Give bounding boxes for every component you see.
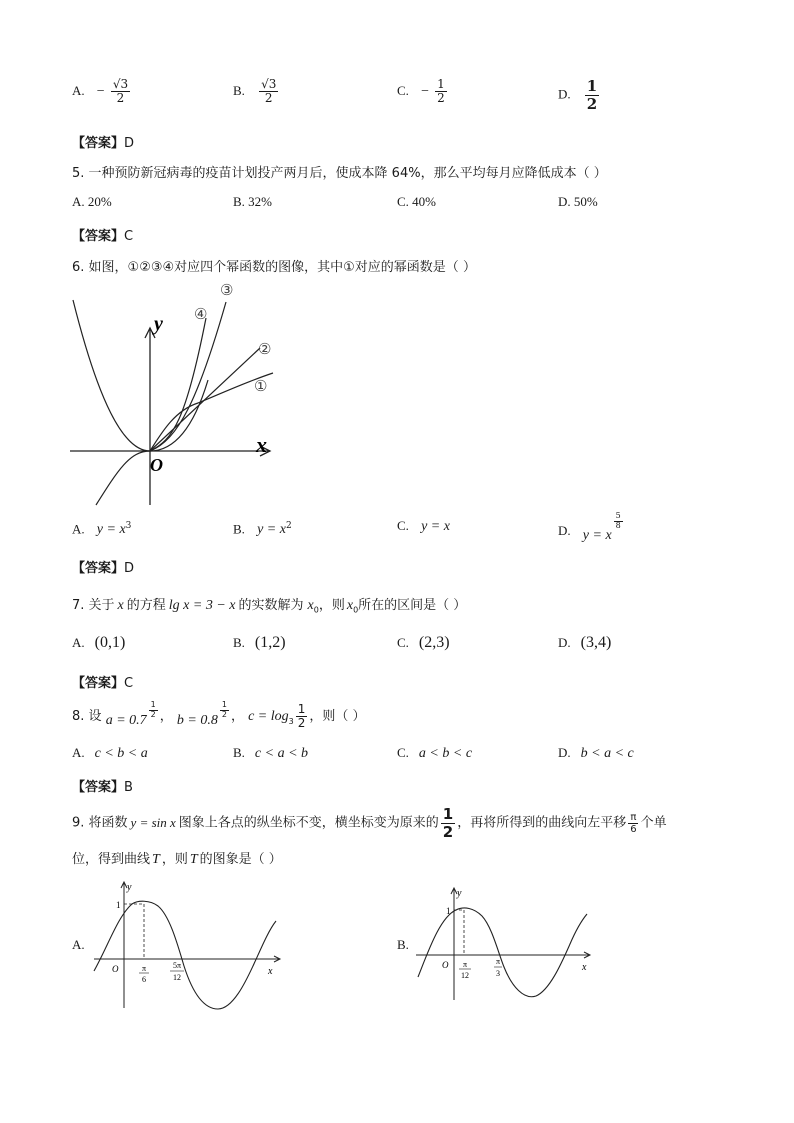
option-value: b < a < c bbox=[580, 746, 634, 761]
fraction-numerator: 1 bbox=[221, 700, 227, 710]
q9-text-4: 个单 bbox=[640, 815, 667, 831]
fraction-denominator: 2 bbox=[442, 822, 454, 841]
fraction-numerator: √3 bbox=[112, 77, 129, 91]
option-exponent: 2 bbox=[285, 521, 292, 531]
q8-option-c[interactable] bbox=[397, 745, 472, 762]
q8-prefix: 8. 设 bbox=[72, 709, 102, 725]
option-label: C. bbox=[397, 745, 409, 760]
q4-option-c[interactable] bbox=[397, 78, 449, 105]
tick1-numerator: π bbox=[462, 960, 468, 969]
option-value: c < b < a bbox=[94, 746, 148, 761]
q7-var: x bbox=[117, 598, 124, 613]
option-label: B. bbox=[233, 745, 245, 760]
option-sign: − bbox=[96, 84, 105, 100]
fraction-denominator: 2 bbox=[150, 710, 156, 720]
answer-value: C bbox=[124, 229, 134, 244]
option-fraction bbox=[111, 78, 130, 105]
q8-suffix: ，则（ ） bbox=[309, 709, 366, 725]
q7-mid2: 的实数解为 bbox=[238, 598, 304, 613]
fraction-numerator: 1 bbox=[586, 77, 598, 95]
option-label: A. bbox=[72, 635, 85, 650]
q7-solution-sub: 0 bbox=[313, 605, 319, 615]
q7-option-b[interactable] bbox=[233, 634, 286, 652]
graph-one-label: 1 bbox=[116, 900, 121, 910]
option-exponent-fraction bbox=[614, 512, 623, 531]
fraction-denominator: 2 bbox=[297, 716, 306, 731]
answer-value: D bbox=[124, 561, 135, 576]
option-value: 50% bbox=[573, 194, 598, 209]
fraction-denominator: 2 bbox=[437, 91, 445, 106]
option-label: B. bbox=[233, 194, 245, 209]
q8-option-d[interactable] bbox=[558, 745, 634, 762]
q9-curve-name: T bbox=[152, 852, 160, 867]
tick1-numerator: π bbox=[141, 964, 147, 973]
q7-solution: x bbox=[307, 598, 314, 613]
odd-curve-left bbox=[96, 451, 150, 505]
graph-x-label: x bbox=[256, 432, 267, 457]
option-value: c < a < b bbox=[254, 746, 309, 761]
option-label: A. bbox=[72, 745, 85, 760]
q8-c-expr: c = log bbox=[248, 709, 289, 725]
option-label: C. bbox=[397, 83, 409, 99]
option-label: B. bbox=[233, 635, 245, 650]
option-value: (1,2) bbox=[254, 634, 286, 651]
tick1-denominator: 6 bbox=[142, 975, 146, 984]
q4-option-b[interactable] bbox=[233, 78, 280, 105]
q6-answer bbox=[72, 557, 134, 576]
q7-prefix: 7. 关于 bbox=[72, 598, 115, 613]
q5-option-b[interactable] bbox=[233, 194, 272, 210]
option-expr: y = x bbox=[257, 522, 286, 538]
q6-option-d[interactable] bbox=[558, 511, 625, 543]
q8-sep-2: ， bbox=[230, 709, 244, 725]
fraction-denominator: 2 bbox=[221, 710, 227, 720]
option-value: 40% bbox=[412, 194, 437, 209]
q6-stem: 6. 如图，①②③④对应四个幂函数的图像，其中①对应的幂函数是（ ） bbox=[72, 260, 476, 275]
answer-tag: 【答案】 bbox=[72, 780, 125, 795]
q8-c-sub: 3 bbox=[288, 716, 294, 726]
q8-option-a[interactable] bbox=[72, 745, 148, 762]
q9-text-3: ，再将所得到的曲线向左平移 bbox=[457, 815, 627, 831]
fraction-denominator: 8 bbox=[615, 520, 621, 530]
option-value: (3,4) bbox=[580, 634, 612, 651]
option-label: C. bbox=[397, 518, 409, 533]
option-label: B. bbox=[233, 521, 245, 537]
option-label: C. bbox=[397, 194, 409, 209]
option-expr: y = x bbox=[582, 527, 612, 543]
q9-stem-line2 bbox=[72, 848, 282, 868]
q7-solution-2: x bbox=[346, 598, 354, 613]
tick2-numerator: 5π bbox=[172, 961, 182, 970]
q5-option-a[interactable] bbox=[72, 194, 112, 210]
graph-one-label: 1 bbox=[446, 906, 451, 916]
q5-option-d[interactable] bbox=[558, 194, 598, 210]
curve-label-1: ① bbox=[254, 379, 268, 395]
q5-option-c[interactable] bbox=[397, 194, 436, 210]
q8-option-b[interactable] bbox=[233, 745, 308, 762]
graph-origin-label: O bbox=[150, 455, 163, 475]
graph-x-label: x bbox=[582, 962, 587, 973]
q5-stem: 5. 一种预防新冠病毒的疫苗计划投产两月后，使成本降 64%，那么平均每月应降低成本（ ） bbox=[72, 166, 607, 181]
q4-answer bbox=[72, 132, 134, 151]
q8-answer bbox=[72, 776, 133, 795]
option-value: a < b < c bbox=[418, 746, 473, 761]
sine-curve bbox=[418, 908, 587, 997]
q4-option-a[interactable] bbox=[72, 78, 132, 105]
q7-option-d[interactable] bbox=[558, 634, 611, 652]
option-label: B. bbox=[233, 83, 245, 99]
option-value: 32% bbox=[248, 194, 273, 209]
fraction-numerator: 1 bbox=[150, 700, 156, 710]
option-label: D. bbox=[558, 635, 571, 650]
q9-option-b-graph[interactable] bbox=[412, 882, 597, 1002]
option-label: C. bbox=[397, 635, 409, 650]
q9-text-2: 图象上各点的纵坐标不变，横坐标变为原来的 bbox=[178, 815, 439, 831]
option-label: A. bbox=[72, 521, 85, 537]
q7-mid3: ，则 bbox=[318, 598, 345, 613]
q7-solution-sub-2: 0 bbox=[353, 605, 359, 615]
fraction-denominator: 2 bbox=[586, 94, 598, 113]
option-label: D. bbox=[558, 194, 571, 209]
q7-mid1: 的方程 bbox=[126, 598, 166, 613]
q6-option-b[interactable] bbox=[233, 521, 292, 538]
option-value: 20% bbox=[87, 194, 112, 209]
option-label: D. bbox=[558, 86, 571, 102]
option-value: (0,1) bbox=[94, 634, 126, 651]
graph-y-label: y bbox=[154, 313, 163, 335]
sine-curve bbox=[94, 901, 276, 1009]
answer-tag: 【答案】 bbox=[72, 561, 125, 576]
q8-b-expr: b = 0.8 bbox=[176, 713, 218, 729]
tick1-denominator: 12 bbox=[461, 971, 469, 980]
parabola-curve bbox=[73, 300, 208, 451]
option-label: A. bbox=[72, 83, 85, 99]
graph-y-label: y bbox=[127, 882, 132, 893]
q9-option-b-label[interactable]: B. bbox=[397, 937, 409, 952]
option-fraction bbox=[435, 78, 447, 105]
fraction-numerator: 1 bbox=[442, 805, 454, 823]
q8-a-expr: a = 0.7 bbox=[105, 713, 147, 729]
q4-option-d[interactable] bbox=[558, 78, 601, 112]
answer-tag: 【答案】 bbox=[72, 676, 125, 691]
graph-origin-label: O bbox=[112, 964, 119, 974]
q7-answer bbox=[72, 672, 133, 691]
option-fraction bbox=[585, 78, 599, 112]
fraction-numerator: 1 bbox=[297, 702, 306, 716]
option-exponent: 3 bbox=[125, 521, 132, 531]
q7-stem bbox=[72, 594, 466, 615]
fraction-numerator: 1 bbox=[437, 77, 445, 91]
answer-tag: 【答案】 bbox=[72, 136, 125, 151]
graph-origin-label: O bbox=[442, 960, 449, 970]
q6-option-c[interactable] bbox=[397, 518, 450, 535]
q9-function: y = sin x bbox=[130, 814, 176, 830]
q9-option-a-graph[interactable] bbox=[88, 876, 288, 1012]
answer-tag: 【答案】 bbox=[72, 229, 125, 244]
answer-value: C bbox=[124, 676, 134, 691]
fraction-numerator: 5 bbox=[615, 511, 621, 520]
fraction-denominator: 6 bbox=[630, 823, 637, 835]
q9-text-1: 9. 将函数 bbox=[72, 815, 128, 831]
fraction-numerator: π bbox=[630, 811, 637, 823]
graph-x-label: x bbox=[268, 966, 273, 977]
q6-option-a[interactable] bbox=[72, 521, 131, 538]
graph-y-label: y bbox=[457, 888, 462, 899]
tick2-denominator: 12 bbox=[173, 973, 181, 982]
q7-option-a[interactable] bbox=[72, 634, 125, 652]
q5-answer bbox=[72, 225, 133, 244]
fraction-denominator: 2 bbox=[116, 91, 125, 106]
tick2-numerator: π bbox=[495, 957, 501, 966]
q7-equation: lg x = 3 − x bbox=[168, 598, 236, 613]
option-sign: − bbox=[421, 84, 429, 100]
option-expr: y = x bbox=[96, 522, 126, 538]
q9-text-5: 位，得到曲线 bbox=[72, 852, 151, 867]
q8-c-fraction bbox=[296, 703, 308, 730]
fraction-numerator: √3 bbox=[261, 77, 277, 91]
answer-value: D bbox=[124, 136, 135, 151]
curve-label-3: ③ bbox=[220, 283, 234, 299]
power-function-graph bbox=[68, 280, 288, 510]
q7-mid4: 所在的区间是（ ） bbox=[358, 598, 467, 613]
q9-curve-name-2: T bbox=[189, 852, 198, 867]
q8-b-exponent bbox=[220, 701, 229, 720]
q9-option-a-label[interactable]: A. bbox=[72, 937, 85, 952]
fraction-denominator: 2 bbox=[264, 91, 273, 106]
q8-stem bbox=[72, 700, 366, 731]
q9-scale-fraction bbox=[441, 806, 455, 840]
q7-option-c[interactable] bbox=[397, 634, 450, 652]
q9-stem-line1 bbox=[72, 806, 667, 840]
option-label: A. bbox=[72, 194, 85, 209]
curve-label-2: ② bbox=[258, 342, 272, 358]
tick2-denominator: 3 bbox=[496, 969, 500, 978]
curve-label-4: ④ bbox=[194, 307, 208, 323]
q8-a-exponent bbox=[149, 701, 158, 720]
option-fraction bbox=[259, 78, 278, 105]
q9-shift-fraction bbox=[628, 812, 638, 835]
q9-text-7: 的图象是（ ） bbox=[199, 852, 282, 867]
q9-text-6: ，则 bbox=[161, 852, 188, 867]
q8-sep-1: ， bbox=[159, 709, 173, 725]
option-label: D. bbox=[558, 745, 571, 760]
option-value: (2,3) bbox=[418, 634, 450, 651]
option-expr: y = x bbox=[421, 519, 450, 534]
option-label: D. bbox=[558, 522, 571, 538]
answer-value: B bbox=[124, 780, 133, 795]
curve-4 bbox=[150, 318, 206, 451]
